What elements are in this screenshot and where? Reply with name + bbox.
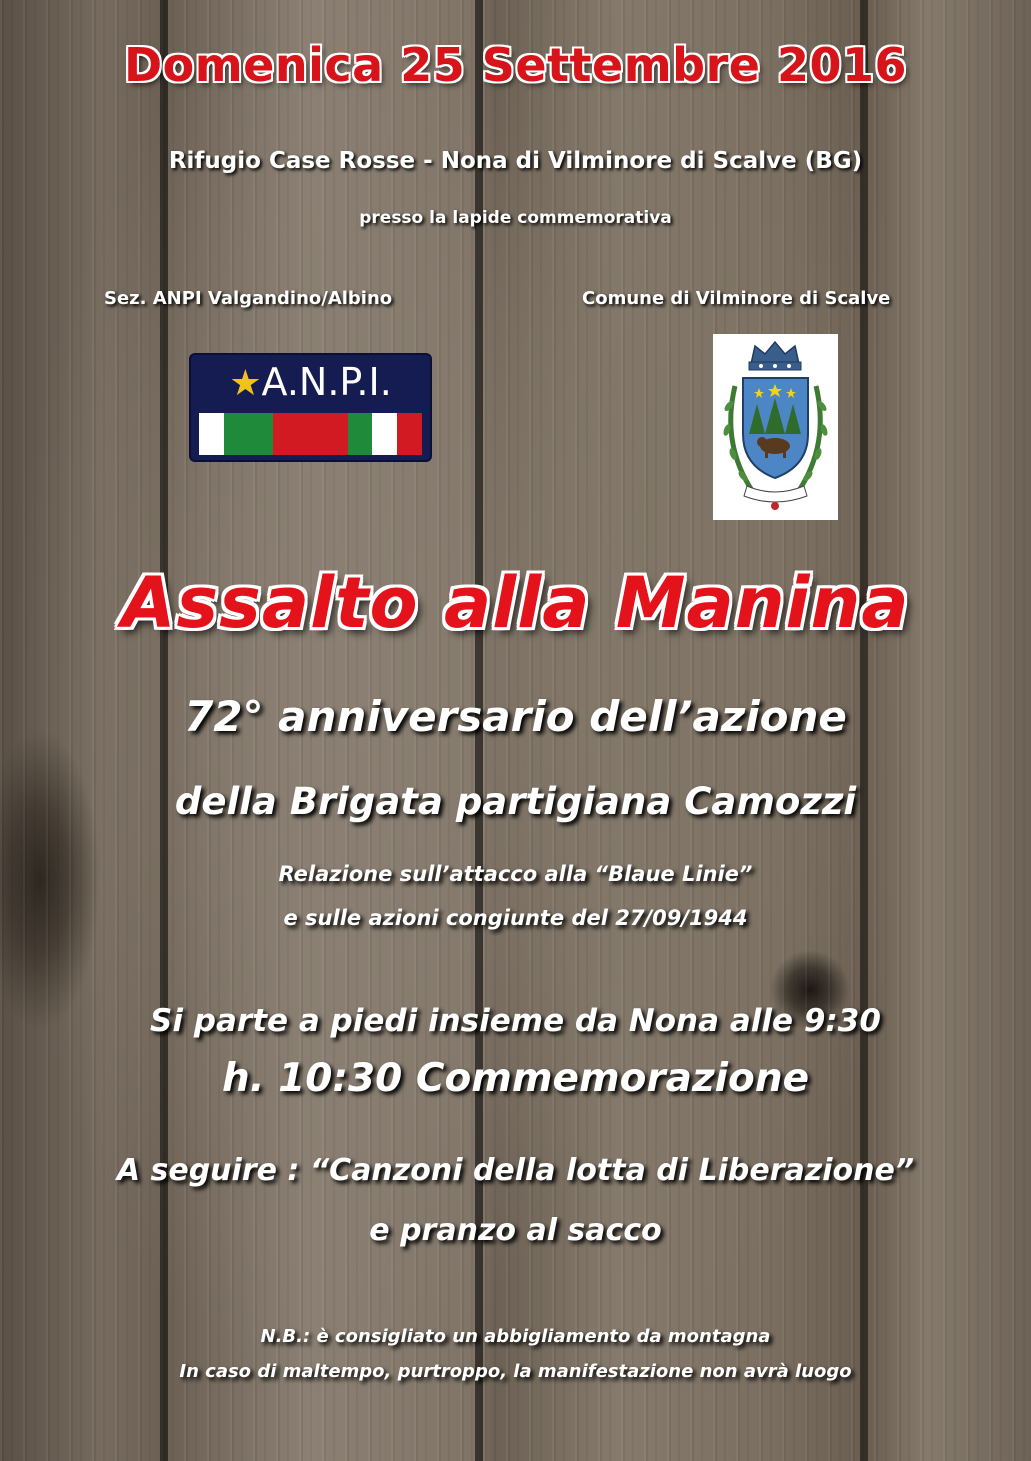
organizer-comune: Comune di Vilminore di Scalve [582, 288, 891, 309]
departure-line: Si parte a piedi insieme da Nona alle 9:30 [150, 1003, 881, 1039]
star-icon: ★ [229, 363, 262, 404]
report-line-2: e sulle azioni congiunte del 27/09/1944 [283, 906, 748, 930]
following-line-1: A seguire : “Canzoni della lotta di Liberazione” [116, 1153, 915, 1188]
anpi-logo-text: ★A.N.P.I. [229, 360, 392, 404]
anpi-logo [191, 355, 430, 460]
anniversary-line: 72° anniversario dell’azione [184, 692, 847, 741]
organizer-anpi: Sez. ANPI Valgandino/Albino [104, 288, 393, 309]
event-date: Domenica 25 Settembre 2016 [123, 38, 908, 92]
following-line-2: e pranzo al sacco [369, 1213, 662, 1248]
report-line-1: Relazione sull’attacco alla “Blaue Linie” [278, 862, 753, 886]
comune-crest-logo [713, 334, 838, 520]
venue-subline: presso la lapide commemorativa [359, 208, 672, 228]
commemoration-line: h. 10:30 Commemorazione [221, 1056, 810, 1101]
event-title: Assalto alla Manina [121, 562, 910, 644]
crest-emblem-icon [713, 334, 838, 520]
venue-line: Rifugio Case Rosse - Nona di Vilminore di Scalve (BG) [168, 148, 863, 174]
note-line-1: N.B.: è consigliato un abbigliamento da montagna [260, 1326, 771, 1347]
note-line-2: In caso di maltempo, purtroppo, la manifestazione non avrà luogo [179, 1361, 852, 1382]
brigade-line: della Brigata partigiana Camozzi [174, 780, 857, 823]
italian-flag-stripes [199, 413, 422, 455]
